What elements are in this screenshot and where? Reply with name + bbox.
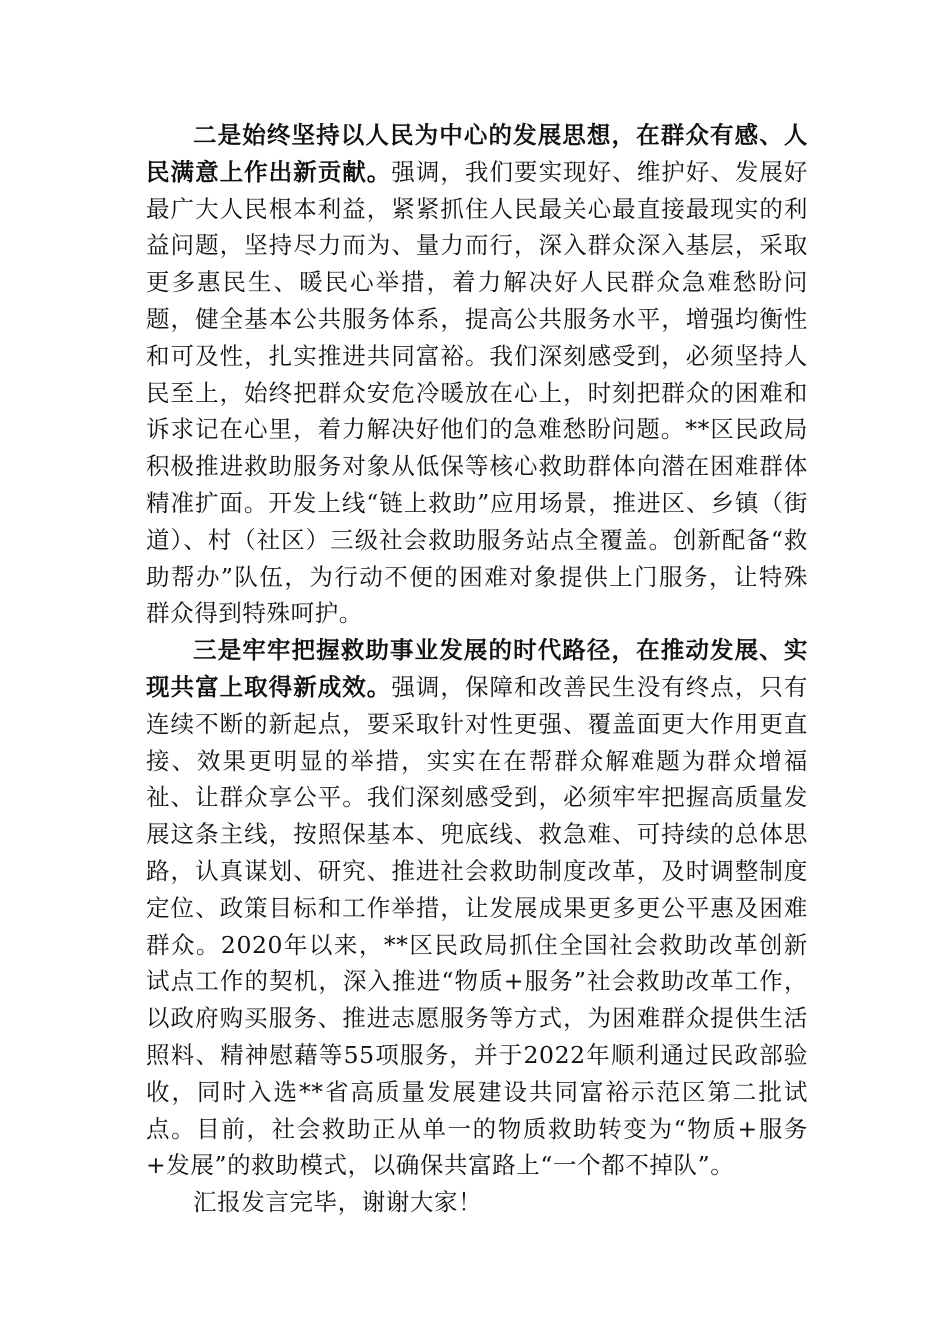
paragraph-three-lead: 三是牢牢把握救助事业发展的时代路径，在推动发展、实现共富上取得新成效。 [146, 636, 808, 701]
paragraph-two-lead: 二是始终坚持以人民为中心的发展思想，在群众有感、人民满意上作出新贡献。 [146, 121, 808, 186]
paragraph-three [146, 632, 808, 1184]
paragraph-three-body: 强调，保障和改善民生没有终点，只有连续不断的新起点，要采取针对性更强、覆盖面更大作用更直接、效果更明显的举措，实实在在帮群众解难题为群众增福祉、让群众享公平。我们深刻感受到，必须牢牢把握高质量发展这条主线，按照保基本、兜底线、救急难、可持续的总体思路，认真谋划、研究、推进社会救助制度改革，及时调整制度定位、政策目标和工作举措，让发展成果更多更公平惠及困难群众。2020年以来，**区民政局抓住全国社会救助改革创新试点工作的契机，深入推进“物质+服务”社会救助改革工作，以政府购买服务、推进志愿服务等方式，为困难群众提供生活照料、精神慰藉等55项服务，并于2022年顺利通过民政部验收，同时入选**省高质量发展建设共同富裕示范区第二批试点。目前，社会救助正从单一的物质救助转变为“物质+服务+发展”的救助模式，以确保共富路上“一个都不掉队”。 [146, 672, 809, 1180]
paragraph-two-body: 强调，我们要实现好、维护好、发展好最广大人民根本利益，紧紧抓住人民最关心最直接最现实的利益问题，坚持尽力而为、量力而行，深入群众深入基层，采取更多惠民生、暖民心举措，着力解决好人民群众急难愁盼问题，健全基本公共服务体系，提高公共服务水平，增强均衡性和可及性，扎实推进共同富裕。我们深刻感受到，必须坚持人民至上，始终把群众安危冷暖放在心上，时刻把群众的困难和诉求记在心里，着力解决好他们的急难愁盼问题。**区民政局积极推进救助服务对象从低保等核心救助群体向潜在困难群体精准扩面。开发上线“链上救助”应用场景，推进区、乡镇（街道）、村（社区）三级社会救助服务站点全覆盖。创新配备“救助帮办”队伍，为行动不便的困难对象提供上门服务，让特殊群众得到特殊呵护。 [146, 157, 809, 628]
paragraph-two [146, 117, 808, 632]
closing-remark: 汇报发言完毕，谢谢大家！ [193, 1188, 483, 1217]
